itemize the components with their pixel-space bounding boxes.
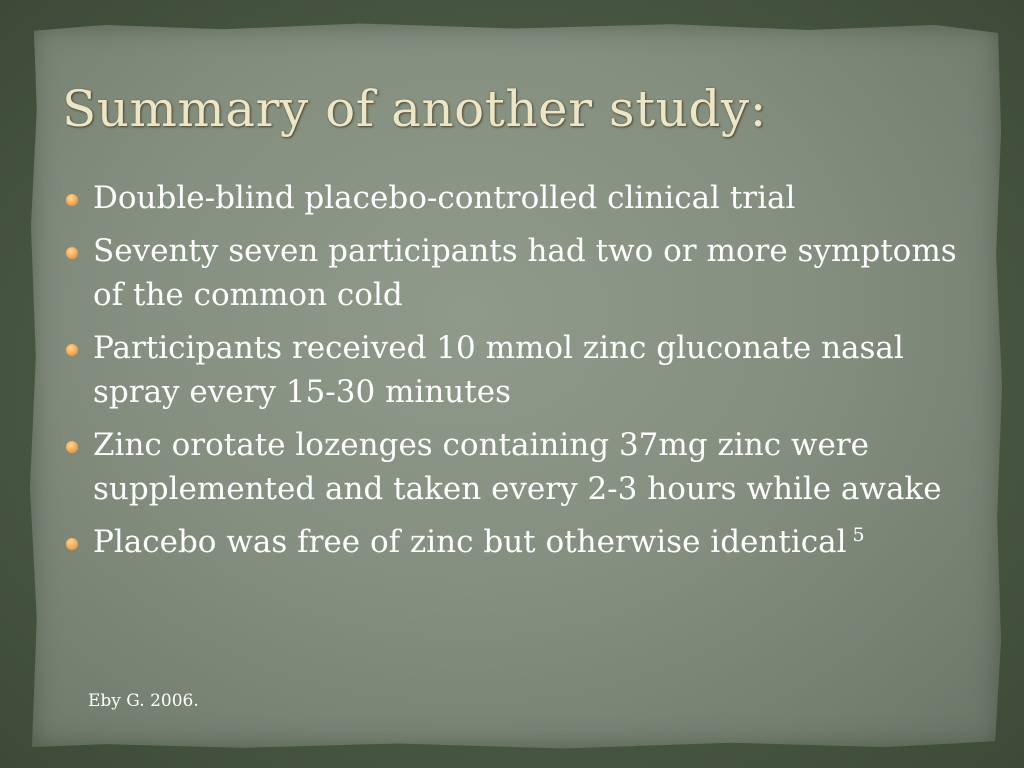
bullet-dot-icon — [66, 441, 78, 453]
bullet-dot-icon — [66, 194, 78, 206]
reference-citation: Eby G. 2006. — [88, 691, 199, 711]
citation-superscript: 5 — [852, 523, 865, 546]
bullet-item — [66, 176, 966, 220]
bullet-item — [66, 423, 966, 511]
bullet-dot-icon — [66, 247, 78, 259]
bullet-item — [66, 326, 966, 414]
bullet-text: Zinc orotate lozenges containing 37mg zinc were supplemented and taken every 2-3 hours while awake — [93, 427, 942, 507]
bullet-item — [66, 520, 966, 564]
bullet-text: Participants received 10 mmol zinc gluconate nasal spray every 15-30 minutes — [93, 330, 904, 410]
bullet-dot-icon — [66, 538, 78, 550]
bullet-list — [66, 176, 966, 573]
bullet-dot-icon — [66, 344, 78, 356]
bullet-text: Seventy seven participants had two or more symptoms of the common cold — [93, 233, 957, 313]
bullet-text: Placebo was free of zinc but otherwise identical — [93, 524, 847, 560]
slide-title: Summary of another study: — [62, 80, 767, 138]
bullet-item — [66, 229, 966, 317]
bullet-text: Double-blind placebo-controlled clinical trial — [93, 180, 796, 216]
